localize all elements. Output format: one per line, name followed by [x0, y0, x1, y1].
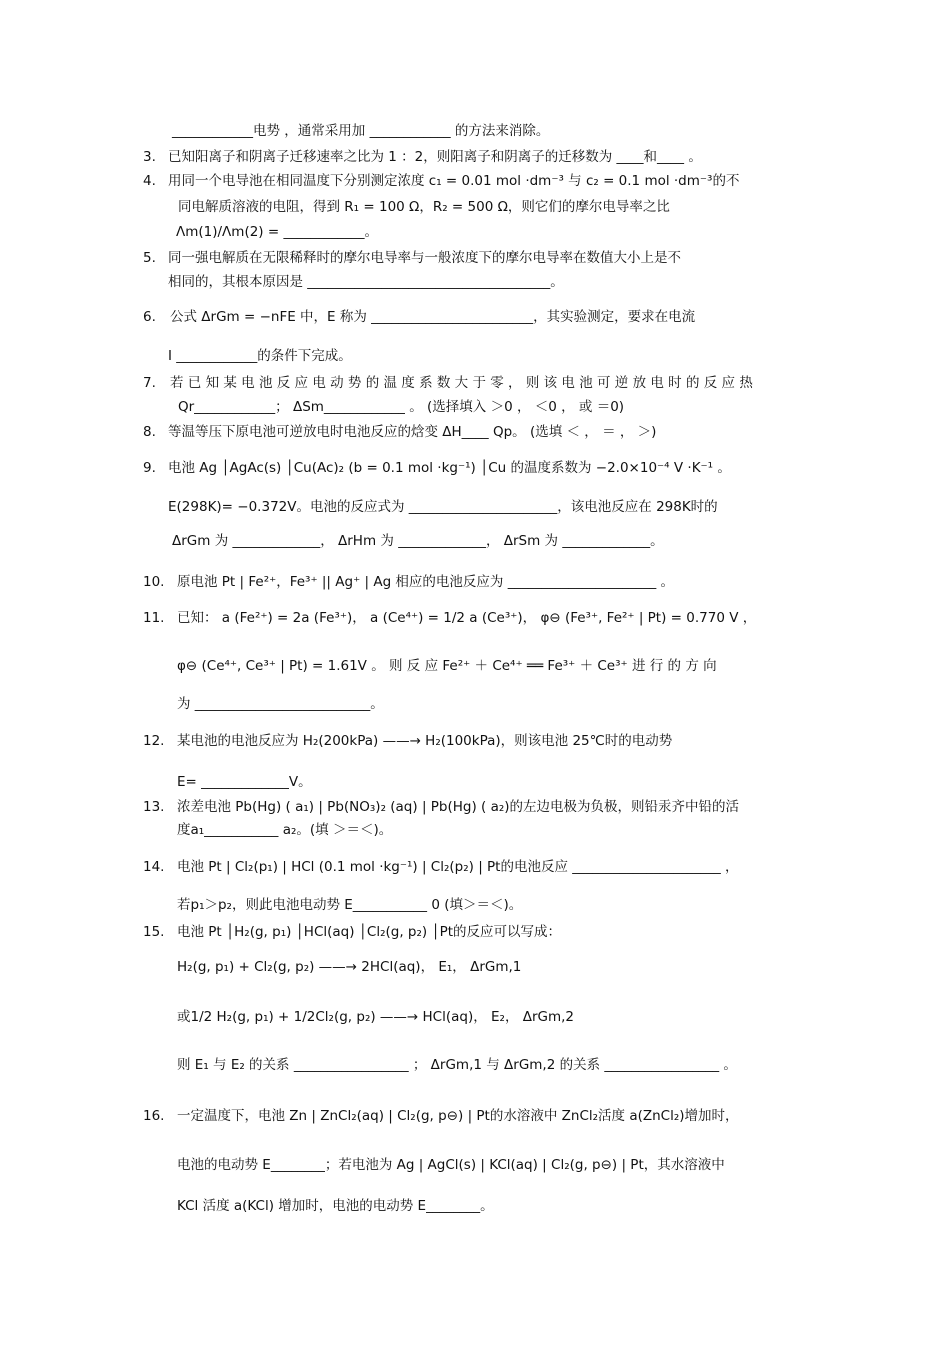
question-number: 6. [143, 309, 156, 325]
question-number: 7. [143, 375, 156, 391]
text-line: 电池 Pt │H₂(g, p₁) │HCl(aq) │Cl₂(g, p₂) │Pt的反应可以写成： [177, 924, 562, 940]
text-line: φ⊖ (Ce⁴⁺, Ce³⁺ | Pt) = 1.61V 。 则 反 应 Fe²⁺ ＋ Ce⁴⁺ ══ Fe³⁺ ＋ Ce³⁺ 进 行 的 方 向 [177, 658, 717, 674]
text-line: 某电池的电池反应为 H₂(200kPa) ——→ H₂(100kPa)，则该电池 25℃时的电动势 [177, 733, 673, 749]
text-line: 电池 Ag │AgAc(s) │Cu(Ac)₂ (b = 0.1 mol ·kg⁻¹) │Cu 的温度系数为 −2.0×10⁻⁴ V ·K⁻¹ 。 [168, 460, 731, 476]
text-line: 相同的，其根本原因是 ____________________________________。 [168, 274, 564, 290]
text-line: 度a₁___________ a₂。(填 ＞＝＜)。 [177, 822, 393, 838]
question-number: 4. [143, 173, 156, 189]
text-line: E= _____________V。 [177, 774, 312, 790]
question-number: 11. [143, 610, 165, 626]
text-line: 已知阳离子和阴离子迁移速率之比为 1 ：2，则阳离子和阴离子的迁移数为 ____和____ 。 [168, 149, 702, 165]
text-line: 或1/2 H₂(g, p₁) + 1/2Cl₂(g, p₂) ——→ HCl(aq)， E₂， ΔrGm,2 [177, 1009, 575, 1025]
text-line: 则 E₁ 与 E₂ 的关系 _________________ ； ΔrGm,1 与 ΔrGm,2 的关系 _________________ 。 [177, 1057, 737, 1073]
question-number: 13. [143, 799, 165, 815]
text-line: 公式 ΔrGm = −nFE 中，E 称为 ________________________，其实验测定，要求在电流 [170, 309, 696, 325]
text-line: 若p₁＞p₂，则此电池电动势 E___________ 0 (填＞＝＜)。 [177, 897, 523, 913]
text-line: 用同一个电导池在相同温度下分别测定浓度 c₁ = 0.01 mol ·dm⁻³ 与 c₂ = 0.1 mol ·dm⁻³的不 [168, 173, 740, 189]
text-line: Λm(1)/Λm(2) = ____________。 [176, 224, 378, 240]
text-line: E(298K)= −0.372V。电池的反应式为 ______________________，该电池反应在 298K时的 [168, 499, 718, 515]
text-line: 电池的电动势 E________；若电池为 Ag | AgCl(s) | KCl(aq) | Cl₂(g, p⊖) | Pt，其水溶液中 [177, 1157, 725, 1173]
question-number: 8. [143, 424, 156, 440]
text-line: ____________电势 ，通常采用加 ____________ 的方法来消除。 [172, 123, 550, 139]
question-number: 14. [143, 859, 165, 875]
text-line: 已知： a (Fe²⁺) = 2a (Fe³⁺)， a (Ce⁴⁺) = 1/2 a (Ce³⁺)， φ⊖ (Fe³⁺, Fe²⁺ | Pt) = 0.770 V ， [177, 610, 757, 626]
question-number: 15. [143, 924, 165, 940]
text-line: 原电池 Pt | Fe²⁺，Fe³⁺ || Ag⁺ | Ag 相应的电池反应为 ______________________ 。 [177, 574, 675, 590]
text-line: I ____________的条件下完成。 [168, 348, 352, 364]
text-line: 浓差电池 Pb(Hg) ( a₁) | Pb(NO₃)₂ (aq) | Pb(Hg) ( a₂)的左边电极为负极，则铅汞齐中铅的活 [177, 799, 740, 815]
text-line: 同一强电解质在无限稀释时的摩尔电导率与一般浓度下的摩尔电导率在数值大小上是不 [168, 250, 681, 266]
text-line: 为 __________________________。 [177, 696, 384, 712]
question-number: 5. [143, 250, 156, 266]
text-line: 若 已 知 某 电 池 反 应 电 动 势 的 温 度 系 数 大 于 零 ， 则 该 电 池 可 逆 放 电 时 的 反 应 热 [170, 375, 753, 391]
text-line: 同电解质溶液的电阻，得到 R₁ = 100 Ω，R₂ = 500 Ω，则它们的摩尔电导率之比 [178, 199, 670, 215]
question-number: 12. [143, 733, 165, 749]
text-line: ΔrGm 为 _____________， ΔrHm 为 _____________， ΔrSm 为 _____________。 [172, 533, 664, 549]
question-number: 16. [143, 1108, 165, 1124]
text-line: 一定温度下，电池 Zn | ZnCl₂(aq) | Cl₂(g, p⊖) | Pt的水溶液中 ZnCl₂活度 a(ZnCl₂)增加时， [177, 1108, 739, 1124]
text-line: 电池 Pt | Cl₂(p₁) | HCl (0.1 mol ·kg⁻¹) | Cl₂(p₂) | Pt的电池反应 ______________________ ， [177, 859, 739, 875]
text-line: 等温等压下原电池可逆放电时电池反应的焓变 ΔH____ Qp。 (选填 ＜ ， ＝ ， ＞) [168, 424, 657, 440]
question-number: 3. [143, 149, 156, 165]
text-line: H₂(g, p₁) + Cl₂(g, p₂) ——→ 2HCl(aq)， E₁， ΔrGm,1 [177, 959, 522, 975]
question-number: 9. [143, 460, 156, 476]
question-number: 10. [143, 574, 165, 590]
text-line: KCl 活度 a(KCl) 增加时，电池的电动势 E________。 [177, 1198, 494, 1214]
text-line: Qr____________； ΔSm____________ 。 (选择填入 ＞0 ， ＜0 ， 或 ＝0) [178, 399, 625, 415]
